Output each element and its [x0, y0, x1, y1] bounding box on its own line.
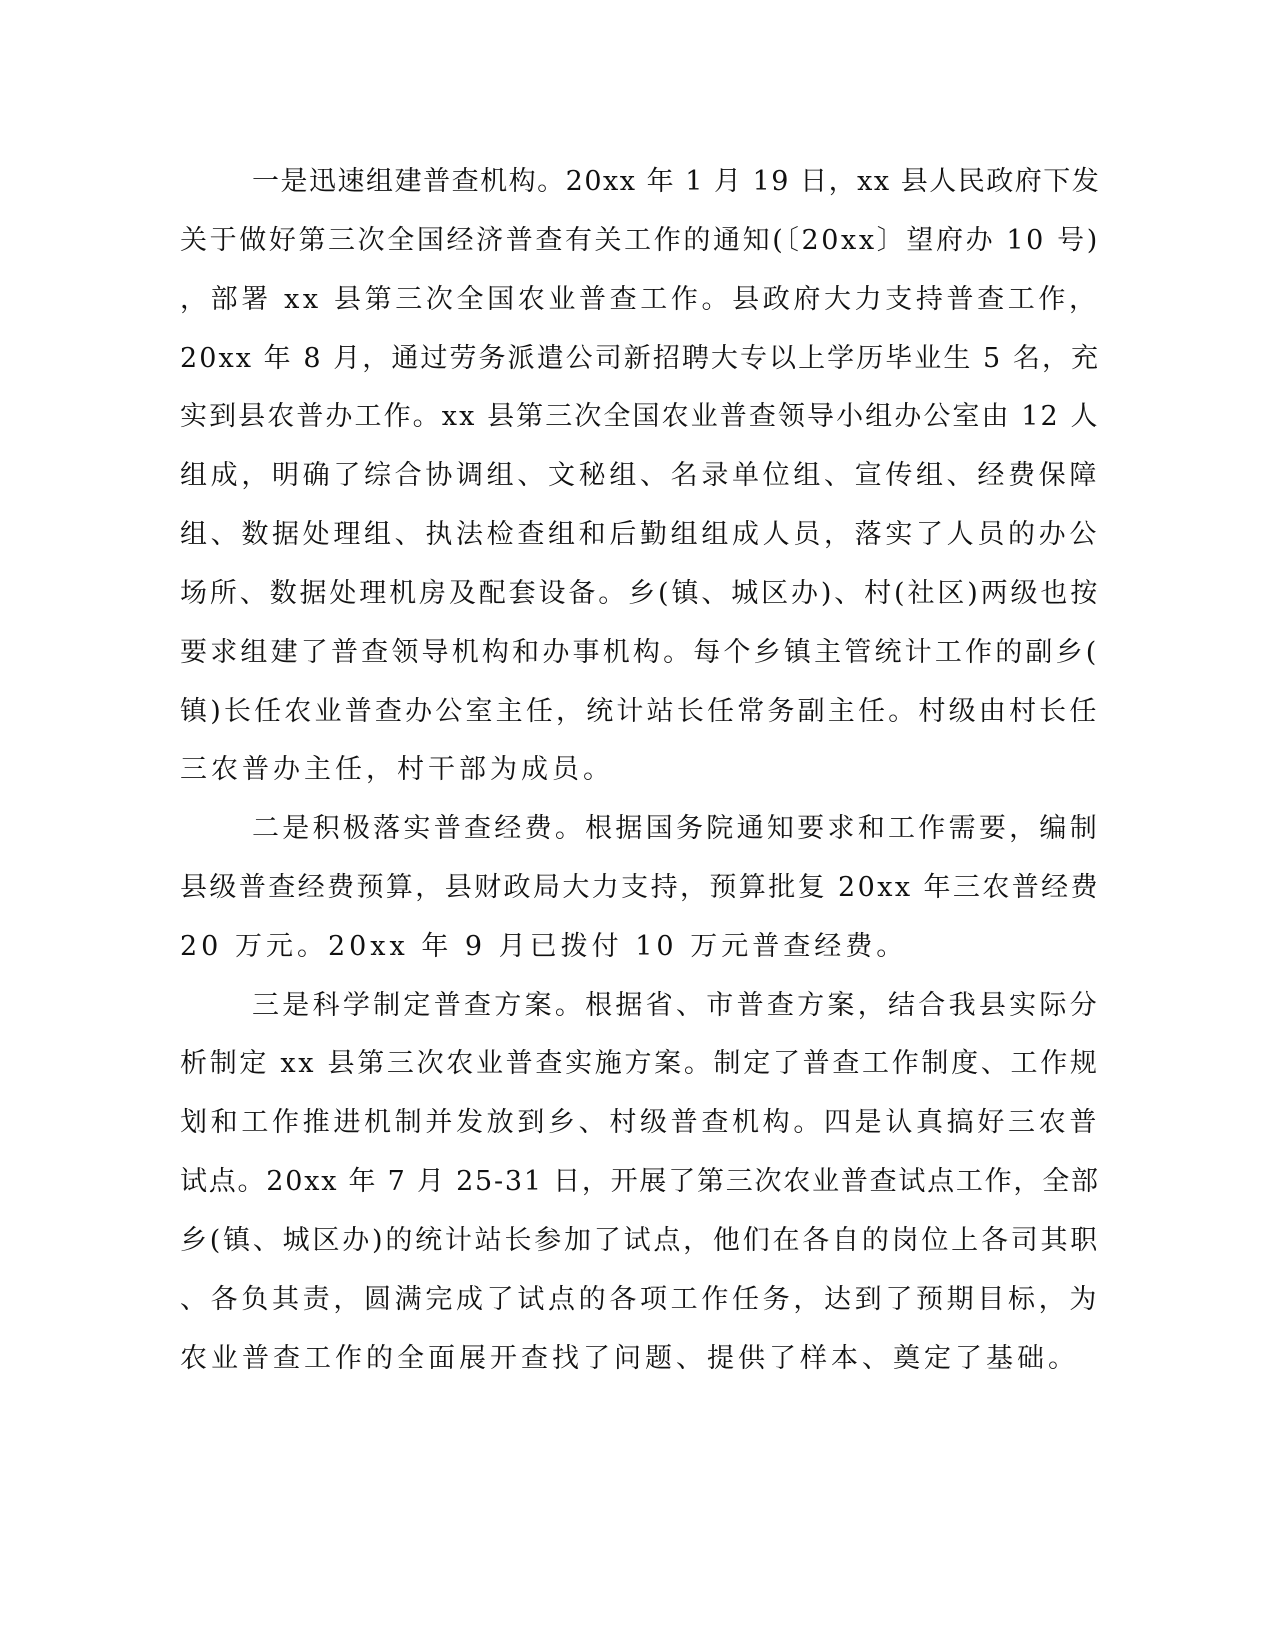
- paragraph-1-line-2: 关于做好第三次全国经济普查有关工作的通知(〔20xx〕望府办 10 号): [180, 225, 1100, 256]
- paragraph-3-line-4: 试点。20xx 年 7 月 25-31 日，开展了第三次农业普查试点工作，全部: [180, 1166, 1100, 1197]
- paragraph-3-line-6: 、各负其责，圆满完成了试点的各项工作任务，达到了预期目标，为: [180, 1284, 1100, 1315]
- paragraph-1-line-11: 三农普办主任，村干部为成员。: [180, 754, 614, 785]
- paragraph-3-line-7: 农业普查工作的全面展开查找了问题、提供了样本、奠定了基础。: [180, 1343, 1079, 1374]
- paragraph-1-line-1: 一是迅速组建普查机构。20xx 年 1 月 19 日，xx 县人民政府下发: [252, 166, 1101, 197]
- paragraph-2-line-3: 20 万元。20xx 年 9 月已拨付 10 万元普查经费。: [180, 931, 908, 962]
- paragraph-3-line-1: 三是科学制定普查方案。根据省、市普查方案，结合我县实际分: [252, 990, 1100, 1021]
- paragraph-1-line-8: 场所、数据处理机房及配套设备。乡(镇、城区办)、村(社区)两级也按: [180, 578, 1101, 609]
- paragraph-1-line-7: 组、数据处理组、执法检查组和后勤组组成人员，落实了人员的办公: [180, 519, 1100, 550]
- paragraph-1-line-6: 组成，明确了综合协调组、文秘组、名录单位组、宣传组、经费保障: [180, 460, 1100, 491]
- paragraph-2-line-1: 二是积极落实普查经费。根据国务院通知要求和工作需要，编制: [252, 813, 1100, 844]
- paragraph-1-line-3: ，部署 xx 县第三次全国农业普查工作。县政府大力支持普查工作，: [180, 284, 1100, 315]
- paragraph-3-line-3: 划和工作推进机制并发放到乡、村级普查机构。四是认真搞好三农普: [180, 1107, 1100, 1138]
- paragraph-1-line-9: 要求组建了普查领导机构和办事机构。每个乡镇主管统计工作的副乡(: [180, 637, 1100, 668]
- paragraph-3-line-2: 析制定 xx 县第三次农业普查实施方案。制定了普查工作制度、工作规: [180, 1048, 1100, 1079]
- paragraph-1-line-10: 镇)长任农业普查办公室主任，统计站长任常务副主任。村级由村长任: [180, 696, 1100, 727]
- paragraph-3-line-5: 乡(镇、城区办)的统计站长参加了试点，他们在各自的岗位上各司其职: [180, 1225, 1101, 1256]
- paragraph-1-line-5: 实到县农普办工作。xx 县第三次全国农业普查领导小组办公室由 12 人: [180, 401, 1100, 432]
- paragraph-2-line-2: 县级普查经费预算，县财政局大力支持，预算批复 20xx 年三农普经费: [180, 872, 1100, 903]
- paragraph-1-line-4: 20xx 年 8 月，通过劳务派遣公司新招聘大专以上学历毕业生 5 名，充: [180, 343, 1101, 374]
